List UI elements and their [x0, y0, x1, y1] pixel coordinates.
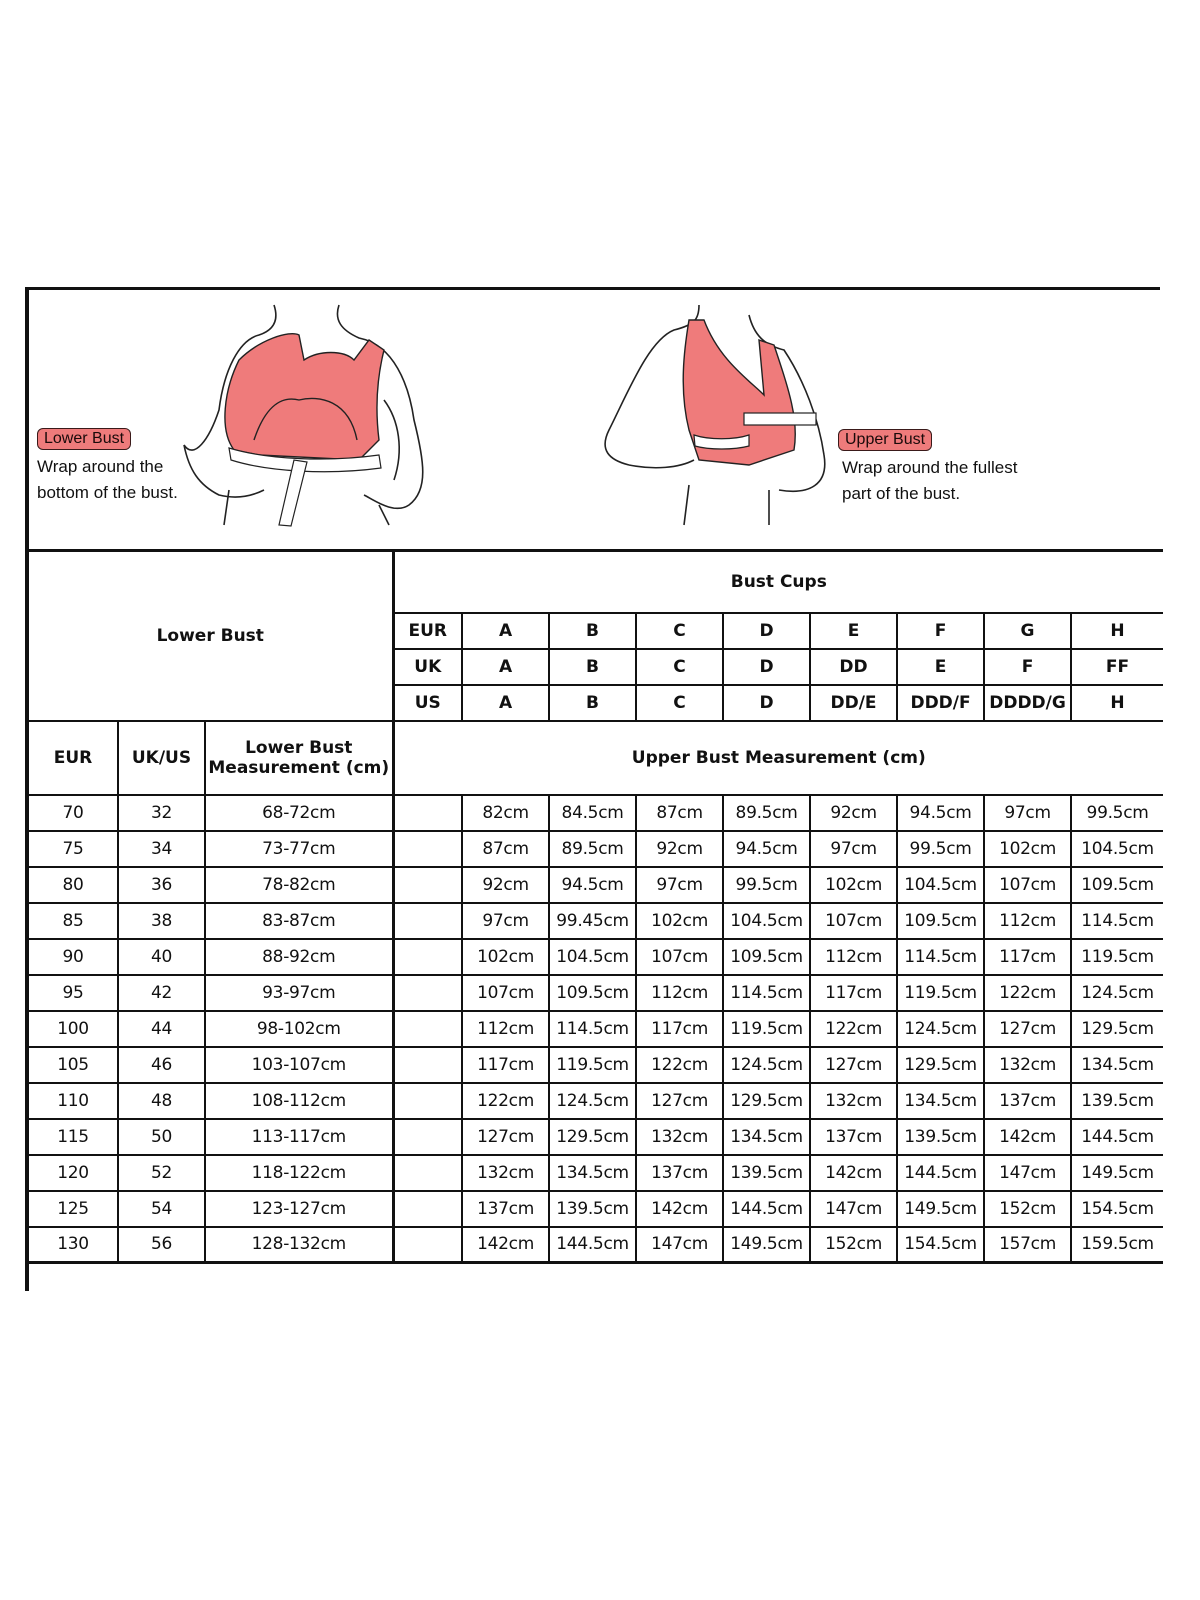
upper-bust-cell: 127cm	[636, 1083, 723, 1119]
upper-bust-cell: 147cm	[984, 1155, 1071, 1191]
upper-bust-cell: 152cm	[984, 1191, 1071, 1227]
lower-bust-cell: 128-132cm	[205, 1227, 393, 1263]
upper-bust-cell: 129.5cm	[723, 1083, 810, 1119]
cup-cell: H	[1071, 613, 1163, 649]
cup-cell: DD/E	[810, 685, 897, 721]
lower-measurement-header-line2: Measurement (cm)	[208, 757, 390, 778]
cup-cell: E	[810, 613, 897, 649]
ukus-size-cell: 42	[118, 975, 205, 1011]
cup-cell: F	[984, 649, 1071, 685]
cup-cell: FF	[1071, 649, 1163, 685]
table-row	[28, 795, 1163, 831]
upper-bust-cell: 122cm	[984, 975, 1071, 1011]
ukus-size-cell: 40	[118, 939, 205, 975]
spacer-cell	[393, 939, 462, 975]
lower-bust-caption	[37, 454, 178, 506]
upper-bust-cell: 119.5cm	[897, 975, 984, 1011]
lower-bust-cell: 83-87cm	[205, 903, 393, 939]
upper-bust-cell: 99.45cm	[549, 903, 636, 939]
upper-bust-cell: 117cm	[462, 1047, 549, 1083]
spacer-cell	[393, 795, 462, 831]
table-row	[28, 831, 1163, 867]
upper-bust-cell: 137cm	[984, 1083, 1071, 1119]
eur-size-cell: 80	[28, 867, 118, 903]
upper-bust-cell: 147cm	[636, 1227, 723, 1263]
upper-bust-cell: 92cm	[462, 867, 549, 903]
upper-bust-cell: 112cm	[636, 975, 723, 1011]
bra-size-table	[27, 549, 1163, 1264]
upper-bust-cell: 149.5cm	[1071, 1155, 1163, 1191]
cup-cell: A	[462, 685, 549, 721]
upper-bust-cell: 97cm	[984, 795, 1071, 831]
lower-bust-cell: 88-92cm	[205, 939, 393, 975]
upper-bust-cell: 139.5cm	[549, 1191, 636, 1227]
eur-column-header: EUR	[28, 721, 118, 795]
upper-bust-cell: 124.5cm	[723, 1047, 810, 1083]
upper-bust-cell: 127cm	[810, 1047, 897, 1083]
eur-size-cell: 70	[28, 795, 118, 831]
table-row	[28, 975, 1163, 1011]
cup-cell: B	[549, 613, 636, 649]
cup-cell: G	[984, 613, 1071, 649]
upper-bust-cell: 92cm	[636, 831, 723, 867]
eur-size-cell: 115	[28, 1119, 118, 1155]
upper-bust-cell: 139.5cm	[1071, 1083, 1163, 1119]
upper-bust-cell: 104.5cm	[1071, 831, 1163, 867]
upper-bust-cell: 82cm	[462, 795, 549, 831]
upper-bust-cell: 97cm	[462, 903, 549, 939]
upper-bust-cell: 154.5cm	[897, 1227, 984, 1263]
cup-cell: B	[549, 685, 636, 721]
spacer-cell	[393, 1119, 462, 1155]
table-row	[28, 1227, 1163, 1263]
lower-bust-caption-line1: Wrap around the	[37, 457, 164, 476]
upper-bust-cell: 154.5cm	[1071, 1191, 1163, 1227]
upper-bust-cell: 107cm	[636, 939, 723, 975]
cup-cell: DDDD/G	[984, 685, 1071, 721]
lower-bust-tag: Lower Bust	[37, 428, 131, 450]
cup-cell: D	[723, 649, 810, 685]
upper-bust-cell: 119.5cm	[1071, 939, 1163, 975]
upper-bust-cell: 102cm	[810, 867, 897, 903]
upper-bust-cell: 142cm	[636, 1191, 723, 1227]
upper-bust-cell: 89.5cm	[723, 795, 810, 831]
upper-bust-cell: 112cm	[462, 1011, 549, 1047]
upper-bust-cell: 124.5cm	[549, 1083, 636, 1119]
column-header-row	[28, 721, 1163, 795]
table-row	[28, 1011, 1163, 1047]
upper-bust-cell: 99.5cm	[723, 867, 810, 903]
spacer-cell	[393, 1227, 462, 1263]
upper-bust-cell: 142cm	[984, 1119, 1071, 1155]
cup-cell: B	[549, 649, 636, 685]
upper-bust-cell: 152cm	[810, 1227, 897, 1263]
upper-bust-cell: 122cm	[810, 1011, 897, 1047]
upper-bust-cell: 134.5cm	[1071, 1047, 1163, 1083]
lower-measurement-header-line1: Lower Bust	[245, 737, 353, 758]
ukus-size-cell: 46	[118, 1047, 205, 1083]
upper-bust-cell: 102cm	[462, 939, 549, 975]
upper-bust-cell: 92cm	[810, 795, 897, 831]
upper-bust-cell: 122cm	[462, 1083, 549, 1119]
upper-bust-cell: 149.5cm	[897, 1191, 984, 1227]
eur-size-cell: 85	[28, 903, 118, 939]
lower-measurement-header	[205, 721, 393, 795]
upper-bust-cell: 137cm	[636, 1155, 723, 1191]
size-rows	[28, 795, 1163, 1263]
upper-bust-cell: 104.5cm	[897, 867, 984, 903]
upper-bust-cell: 144.5cm	[1071, 1119, 1163, 1155]
upper-bust-cell: 102cm	[984, 831, 1071, 867]
lower-bust-caption-line2: bottom of the bust.	[37, 483, 178, 502]
ukus-size-cell: 54	[118, 1191, 205, 1227]
table-row	[28, 903, 1163, 939]
upper-bust-cell: 109.5cm	[897, 903, 984, 939]
upper-bust-cell: 112cm	[984, 903, 1071, 939]
lower-bust-cell: 118-122cm	[205, 1155, 393, 1191]
ukus-size-cell: 32	[118, 795, 205, 831]
upper-bust-cell: 134.5cm	[897, 1083, 984, 1119]
upper-bust-cell: 109.5cm	[549, 975, 636, 1011]
upper-bust-cell: 94.5cm	[723, 831, 810, 867]
cup-cell: DDD/F	[897, 685, 984, 721]
upper-bust-cell: 157cm	[984, 1227, 1071, 1263]
eur-size-cell: 120	[28, 1155, 118, 1191]
lower-bust-cell: 123-127cm	[205, 1191, 393, 1227]
ukus-column-header: UK/US	[118, 721, 205, 795]
spacer-cell	[393, 975, 462, 1011]
upper-bust-cell: 104.5cm	[549, 939, 636, 975]
upper-bust-cell: 99.5cm	[897, 831, 984, 867]
spacer-cell	[393, 1191, 462, 1227]
ukus-size-cell: 44	[118, 1011, 205, 1047]
upper-bust-tag: Upper Bust	[838, 429, 932, 451]
cup-cell: C	[636, 685, 723, 721]
upper-bust-caption	[842, 455, 1017, 507]
eur-size-cell: 105	[28, 1047, 118, 1083]
upper-bust-cell: 107cm	[810, 903, 897, 939]
upper-bust-cell: 87cm	[462, 831, 549, 867]
ukus-size-cell: 52	[118, 1155, 205, 1191]
upper-bust-cell: 119.5cm	[723, 1011, 810, 1047]
cup-cell: H	[1071, 685, 1163, 721]
table-row	[28, 1119, 1163, 1155]
eur-size-cell: 100	[28, 1011, 118, 1047]
upper-bust-cell: 112cm	[810, 939, 897, 975]
upper-bust-cell: 114.5cm	[897, 939, 984, 975]
upper-bust-cell: 137cm	[462, 1191, 549, 1227]
table-row	[28, 867, 1163, 903]
cup-cell: C	[636, 613, 723, 649]
upper-bust-cell: 144.5cm	[723, 1191, 810, 1227]
table-row	[28, 1191, 1163, 1227]
upper-bust-cell: 97cm	[810, 831, 897, 867]
upper-bust-cell: 94.5cm	[549, 867, 636, 903]
upper-measurement-header: Upper Bust Measurement (cm)	[393, 721, 1163, 795]
upper-bust-cell: 102cm	[636, 903, 723, 939]
table-row	[28, 1083, 1163, 1119]
upper-bust-cell: 142cm	[810, 1155, 897, 1191]
lower-bust-cell: 108-112cm	[205, 1083, 393, 1119]
bust-cups-header: Bust Cups	[393, 551, 1163, 613]
upper-bust-illustration-icon	[599, 300, 849, 530]
eur-size-cell: 125	[28, 1191, 118, 1227]
upper-bust-cell: 127cm	[984, 1011, 1071, 1047]
upper-bust-cell: 124.5cm	[1071, 975, 1163, 1011]
lower-bust-cell: 98-102cm	[205, 1011, 393, 1047]
upper-bust-cell: 132cm	[636, 1119, 723, 1155]
upper-bust-cell: 159.5cm	[1071, 1227, 1163, 1263]
table-row	[28, 1155, 1163, 1191]
ukus-size-cell: 38	[118, 903, 205, 939]
spacer-cell	[393, 903, 462, 939]
ukus-size-cell: 48	[118, 1083, 205, 1119]
table-row	[28, 939, 1163, 975]
upper-bust-cell: 109.5cm	[723, 939, 810, 975]
upper-bust-cell: 134.5cm	[549, 1155, 636, 1191]
spacer-cell	[393, 1155, 462, 1191]
spacer-cell	[393, 1011, 462, 1047]
upper-bust-cell: 132cm	[984, 1047, 1071, 1083]
lower-bust-cell: 73-77cm	[205, 831, 393, 867]
system-label: EUR	[393, 613, 462, 649]
upper-bust-cell: 127cm	[462, 1119, 549, 1155]
upper-bust-cell: 117cm	[636, 1011, 723, 1047]
upper-bust-cell: 139.5cm	[897, 1119, 984, 1155]
lower-bust-header: Lower Bust	[28, 551, 393, 721]
upper-bust-cell: 129.5cm	[897, 1047, 984, 1083]
upper-bust-cell: 114.5cm	[549, 1011, 636, 1047]
lower-bust-cell: 113-117cm	[205, 1119, 393, 1155]
cup-cell: E	[897, 649, 984, 685]
upper-bust-cell: 122cm	[636, 1047, 723, 1083]
upper-bust-cell: 99.5cm	[1071, 795, 1163, 831]
upper-bust-cell: 147cm	[810, 1191, 897, 1227]
measuring-guide	[29, 290, 1160, 548]
upper-bust-cell: 129.5cm	[549, 1119, 636, 1155]
upper-bust-cell: 119.5cm	[549, 1047, 636, 1083]
upper-bust-caption-line2: part of the bust.	[842, 484, 961, 503]
upper-bust-cell: 114.5cm	[1071, 903, 1163, 939]
upper-bust-cell: 97cm	[636, 867, 723, 903]
upper-bust-cell: 142cm	[462, 1227, 549, 1263]
eur-size-cell: 95	[28, 975, 118, 1011]
system-label: US	[393, 685, 462, 721]
eur-size-cell: 110	[28, 1083, 118, 1119]
upper-bust-cell: 134.5cm	[723, 1119, 810, 1155]
upper-bust-cell: 107cm	[984, 867, 1071, 903]
cup-cell: A	[462, 613, 549, 649]
cup-cell: DD	[810, 649, 897, 685]
system-label: UK	[393, 649, 462, 685]
upper-bust-caption-line1: Wrap around the fullest	[842, 458, 1018, 477]
lower-bust-cell: 103-107cm	[205, 1047, 393, 1083]
spacer-cell	[393, 1083, 462, 1119]
upper-bust-cell: 89.5cm	[549, 831, 636, 867]
cup-cell: A	[462, 649, 549, 685]
upper-bust-cell: 129.5cm	[1071, 1011, 1163, 1047]
upper-bust-cell: 94.5cm	[897, 795, 984, 831]
upper-bust-cell: 139.5cm	[723, 1155, 810, 1191]
lower-bust-cell: 78-82cm	[205, 867, 393, 903]
upper-bust-cell: 137cm	[810, 1119, 897, 1155]
upper-bust-cell: 109.5cm	[1071, 867, 1163, 903]
table-row	[28, 1047, 1163, 1083]
spacer-cell	[393, 1047, 462, 1083]
size-chart-frame	[25, 287, 1160, 1291]
upper-bust-cell: 107cm	[462, 975, 549, 1011]
upper-bust-cell: 117cm	[810, 975, 897, 1011]
upper-bust-cell: 149.5cm	[723, 1227, 810, 1263]
upper-bust-cell: 87cm	[636, 795, 723, 831]
cup-cell: D	[723, 613, 810, 649]
lower-bust-cell: 93-97cm	[205, 975, 393, 1011]
eur-size-cell: 75	[28, 831, 118, 867]
eur-size-cell: 130	[28, 1227, 118, 1263]
cup-cell: D	[723, 685, 810, 721]
ukus-size-cell: 34	[118, 831, 205, 867]
upper-bust-cell: 84.5cm	[549, 795, 636, 831]
upper-bust-cell: 117cm	[984, 939, 1071, 975]
ukus-size-cell: 36	[118, 867, 205, 903]
upper-bust-cell: 104.5cm	[723, 903, 810, 939]
spacer-cell	[393, 867, 462, 903]
lower-bust-illustration-icon	[179, 300, 449, 530]
spacer-cell	[393, 831, 462, 867]
lower-bust-cell: 68-72cm	[205, 795, 393, 831]
upper-bust-cell: 144.5cm	[549, 1227, 636, 1263]
ukus-size-cell: 50	[118, 1119, 205, 1155]
eur-size-cell: 90	[28, 939, 118, 975]
cup-cell: F	[897, 613, 984, 649]
ukus-size-cell: 56	[118, 1227, 205, 1263]
upper-bust-cell: 132cm	[462, 1155, 549, 1191]
cup-cell: C	[636, 649, 723, 685]
upper-bust-cell: 144.5cm	[897, 1155, 984, 1191]
upper-bust-cell: 114.5cm	[723, 975, 810, 1011]
upper-bust-cell: 124.5cm	[897, 1011, 984, 1047]
upper-bust-cell: 132cm	[810, 1083, 897, 1119]
